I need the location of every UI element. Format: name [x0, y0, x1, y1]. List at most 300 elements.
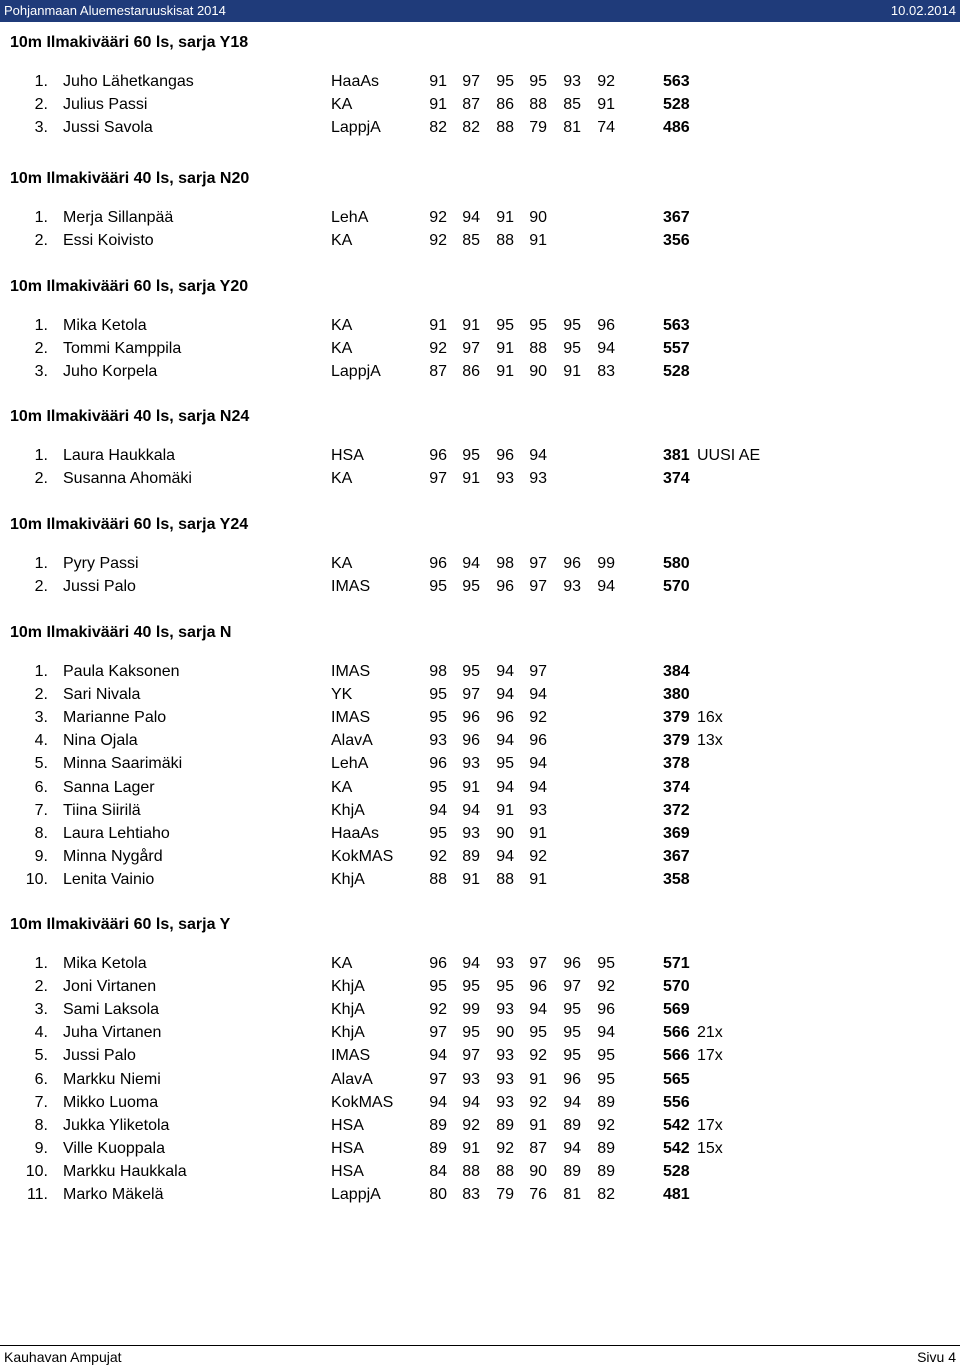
shooter-name: Tommi Kamppila [63, 340, 182, 358]
series-score: 94 [462, 555, 480, 572]
shooter-name: Pyry Passi [63, 555, 139, 572]
series-score: 97 [462, 686, 480, 704]
series-score: 92 [529, 1093, 547, 1111]
series-score: 97 [429, 1024, 447, 1042]
series-score: 90 [496, 824, 514, 842]
series-score: 91 [529, 1116, 547, 1134]
series-score: 96 [529, 978, 547, 996]
club-cell: KA [331, 555, 353, 572]
rank-cell: 4. [34, 1024, 48, 1042]
series-score: 95 [429, 709, 447, 727]
result-row [0, 871, 960, 894]
series-score: 94 [496, 732, 514, 750]
shooter-name: Juha Virtanen [63, 1024, 162, 1042]
club-cell: HaaAs [331, 824, 380, 842]
series-score: 92 [597, 73, 615, 90]
series-score: 95 [496, 755, 514, 773]
shooter-name: Sami Laksola [63, 1001, 160, 1019]
result-row [0, 1047, 960, 1070]
series-score: 85 [462, 232, 480, 250]
series-score: 88 [496, 119, 514, 137]
series-score: 92 [429, 209, 447, 226]
series-score: 81 [563, 1186, 581, 1203]
total-score: 563 [663, 73, 690, 90]
result-row [0, 755, 960, 778]
series-score: 95 [563, 1047, 581, 1065]
total-score: 358 [663, 870, 690, 888]
total-score: 367 [663, 209, 690, 226]
total-score: 556 [663, 1093, 690, 1111]
rank-cell: 9. [34, 847, 48, 865]
series-score: 92 [429, 232, 447, 250]
rank-cell: 2. [34, 686, 48, 704]
series-score: 95 [429, 978, 447, 996]
series-score: 96 [429, 755, 447, 773]
series-score: 93 [462, 824, 480, 842]
series-score: 74 [597, 119, 615, 137]
rank-cell: 2. [34, 470, 48, 488]
club-cell: KA [331, 470, 353, 488]
series-score: 92 [597, 978, 615, 996]
series-score: 91 [429, 96, 447, 114]
series-score: 96 [462, 709, 480, 727]
result-row [0, 978, 960, 1001]
series-score: 92 [496, 1139, 514, 1157]
rank-cell: 7. [34, 1093, 48, 1111]
club-cell: KA [331, 778, 353, 796]
result-row [0, 1024, 960, 1047]
shooter-name: Mika Ketola [63, 955, 147, 972]
series-score: 93 [529, 801, 547, 819]
total-score: 374 [663, 778, 690, 796]
series-score: 97 [563, 978, 581, 996]
series-score: 82 [429, 119, 447, 137]
series-score: 93 [563, 578, 581, 596]
rank-cell: 11. [26, 1186, 48, 1203]
rank-cell: 2. [34, 96, 48, 114]
result-row [0, 825, 960, 848]
club-cell: IMAS [331, 578, 371, 596]
shooter-name: Jussi Palo [63, 578, 136, 596]
rank-cell: 8. [34, 824, 48, 842]
result-row [0, 955, 960, 978]
series-score: 92 [429, 847, 447, 865]
series-score: 89 [462, 847, 480, 865]
total-score: 566 [663, 1047, 690, 1065]
series-score: 91 [462, 1139, 480, 1157]
series-score: 76 [529, 1186, 547, 1203]
series-score: 86 [496, 96, 514, 114]
shooter-name: Minna Saarimäki [63, 755, 183, 773]
section-heading: 10m Ilmakivääri 40 ls, sarja N [10, 624, 232, 641]
series-score: 99 [462, 1001, 480, 1019]
total-score: 580 [663, 555, 690, 572]
series-score: 92 [529, 847, 547, 865]
rank-cell: 5. [34, 755, 48, 773]
total-score: 569 [663, 1001, 690, 1019]
series-score: 95 [462, 978, 480, 996]
rank-cell: 2. [34, 340, 48, 358]
series-score: 82 [462, 119, 480, 137]
series-score: 79 [496, 1186, 514, 1203]
result-note: UUSI AE [697, 447, 761, 464]
shooter-name: Nina Ojala [63, 732, 138, 750]
series-score: 88 [496, 870, 514, 888]
result-row [0, 779, 960, 802]
rank-cell: 1. [34, 73, 48, 90]
club-cell: LehA [331, 755, 369, 773]
series-score: 95 [496, 73, 514, 90]
series-score: 91 [529, 1070, 547, 1088]
shooter-name: Juho Korpela [63, 363, 158, 381]
series-score: 95 [429, 778, 447, 796]
series-score: 95 [563, 1024, 581, 1042]
page-footer-bar [0, 1345, 960, 1366]
shooter-name: Marko Mäkelä [63, 1186, 164, 1203]
club-cell: KA [331, 317, 353, 334]
series-score: 91 [462, 470, 480, 488]
series-score: 90 [529, 363, 547, 381]
club-cell: IMAS [331, 663, 371, 680]
result-note: 15x [697, 1139, 723, 1157]
result-row [0, 1071, 960, 1094]
club-cell: LappjA [331, 119, 381, 137]
total-score: 542 [663, 1139, 690, 1157]
shooter-name: Sanna Lager [63, 778, 155, 796]
series-score: 94 [462, 209, 480, 226]
result-row [0, 686, 960, 709]
series-score: 91 [529, 824, 547, 842]
club-cell: LappjA [331, 1186, 381, 1203]
total-score: 528 [663, 363, 690, 381]
section-heading: 10m Ilmakivääri 40 ls, sarja N20 [10, 170, 250, 187]
series-score: 94 [563, 1139, 581, 1157]
result-row [0, 119, 960, 142]
series-score: 92 [597, 1116, 615, 1134]
club-cell: IMAS [331, 1047, 371, 1065]
result-row [0, 470, 960, 493]
series-score: 96 [563, 555, 581, 572]
series-score: 88 [429, 870, 447, 888]
series-score: 95 [462, 578, 480, 596]
series-score: 90 [529, 1162, 547, 1180]
series-score: 93 [496, 470, 514, 488]
series-score: 95 [429, 824, 447, 842]
section-heading: 10m Ilmakivääri 40 ls, sarja N24 [10, 408, 250, 425]
rank-cell: 2. [34, 978, 48, 996]
series-score: 96 [496, 578, 514, 596]
club-cell: KhjA [331, 978, 365, 996]
series-score: 94 [529, 1001, 547, 1019]
series-score: 90 [529, 209, 547, 226]
rank-cell: 8. [34, 1116, 48, 1134]
series-score: 95 [429, 686, 447, 704]
page-header-bar [0, 0, 960, 22]
club-cell: AlavA [331, 732, 373, 750]
series-score: 96 [597, 1001, 615, 1019]
total-score: 566 [663, 1024, 690, 1042]
total-score: 378 [663, 755, 690, 773]
event-title: Pohjanmaan Aluemestaruuskisat 2014 [4, 3, 226, 18]
series-score: 97 [529, 663, 547, 680]
rank-cell: 1. [34, 555, 48, 572]
shooter-name: Laura Lehtiaho [63, 824, 170, 842]
series-score: 91 [462, 778, 480, 796]
series-score: 95 [529, 73, 547, 90]
series-score: 92 [462, 1116, 480, 1134]
series-score: 94 [597, 1024, 615, 1042]
result-row [0, 1001, 960, 1024]
series-score: 95 [496, 978, 514, 996]
series-score: 95 [496, 317, 514, 334]
result-row [0, 802, 960, 825]
series-score: 82 [597, 1186, 615, 1203]
rank-cell: 5. [34, 1047, 48, 1065]
series-score: 99 [597, 555, 615, 572]
series-score: 87 [429, 363, 447, 381]
series-score: 86 [462, 363, 480, 381]
result-row [0, 1163, 960, 1186]
series-score: 93 [496, 1047, 514, 1065]
series-score: 97 [529, 578, 547, 596]
series-score: 91 [496, 363, 514, 381]
rank-cell: 3. [34, 363, 48, 381]
result-row [0, 96, 960, 119]
series-score: 94 [462, 1093, 480, 1111]
series-score: 94 [597, 340, 615, 358]
total-score: 374 [663, 470, 690, 488]
total-score: 528 [663, 96, 690, 114]
shooter-name: Jussi Savola [63, 119, 153, 137]
total-score: 542 [663, 1116, 690, 1134]
series-score: 94 [429, 1093, 447, 1111]
series-score: 83 [597, 363, 615, 381]
series-score: 89 [563, 1116, 581, 1134]
club-cell: HSA [331, 1139, 364, 1157]
club-cell: LappjA [331, 363, 381, 381]
series-score: 89 [496, 1116, 514, 1134]
club-cell: KhjA [331, 801, 365, 819]
result-row [0, 1186, 960, 1209]
total-score: 570 [663, 978, 690, 996]
result-row [0, 848, 960, 871]
series-score: 94 [496, 663, 514, 680]
shooter-name: Minna Nygård [63, 847, 163, 865]
rank-cell: 10. [25, 1162, 48, 1180]
rank-cell: 1. [34, 209, 48, 226]
series-score: 89 [429, 1139, 447, 1157]
result-row [0, 1117, 960, 1140]
series-score: 98 [429, 663, 447, 680]
total-score: 380 [663, 686, 690, 704]
rank-cell: 2. [34, 232, 48, 250]
club-cell: HSA [331, 1162, 364, 1180]
series-score: 97 [462, 73, 480, 90]
result-row [0, 732, 960, 755]
result-row [0, 447, 960, 470]
series-score: 91 [462, 317, 480, 334]
series-score: 94 [563, 1093, 581, 1111]
series-score: 91 [529, 870, 547, 888]
rank-cell: 7. [34, 801, 48, 819]
series-score: 96 [597, 317, 615, 334]
series-score: 96 [529, 732, 547, 750]
series-score: 97 [429, 470, 447, 488]
total-score: 557 [663, 340, 690, 358]
series-score: 95 [529, 317, 547, 334]
rank-cell: 9. [34, 1139, 48, 1157]
shooter-name: Tiina Siirilä [63, 801, 141, 819]
total-score: 571 [663, 955, 690, 972]
club-cell: AlavA [331, 1070, 373, 1088]
series-score: 94 [529, 755, 547, 773]
shooter-name: Markku Niemi [63, 1070, 161, 1088]
club-cell: KA [331, 340, 353, 358]
club-cell: HSA [331, 447, 364, 464]
series-score: 94 [462, 955, 480, 972]
series-score: 95 [429, 578, 447, 596]
result-note: 17x [697, 1047, 723, 1065]
series-score: 95 [563, 317, 581, 334]
result-row [0, 363, 960, 386]
series-score: 97 [529, 555, 547, 572]
rank-cell: 10. [25, 870, 48, 888]
club-cell: KokMAS [331, 1093, 394, 1111]
club-cell: IMAS [331, 709, 371, 727]
series-score: 96 [429, 555, 447, 572]
series-score: 96 [462, 732, 480, 750]
result-row [0, 1094, 960, 1117]
series-score: 87 [529, 1139, 547, 1157]
series-score: 84 [429, 1162, 447, 1180]
series-score: 85 [563, 96, 581, 114]
series-score: 91 [597, 96, 615, 114]
result-note: 17x [697, 1116, 723, 1134]
section-heading: 10m Ilmakivääri 60 ls, sarja Y20 [10, 278, 249, 295]
series-score: 94 [529, 778, 547, 796]
series-score: 80 [429, 1186, 447, 1203]
series-score: 94 [529, 686, 547, 704]
shooter-name: Joni Virtanen [63, 978, 157, 996]
club-cell: KokMAS [331, 847, 394, 865]
result-row [0, 555, 960, 578]
total-score: 372 [663, 801, 690, 819]
result-row [0, 1140, 960, 1163]
result-row [0, 209, 960, 232]
total-score: 379 [663, 709, 690, 727]
shooter-name: Mikko Luoma [63, 1093, 159, 1111]
rank-cell: 3. [34, 1001, 48, 1019]
series-score: 94 [429, 1047, 447, 1065]
series-score: 94 [597, 578, 615, 596]
shooter-name: Susanna Ahomäki [63, 470, 192, 488]
result-row [0, 340, 960, 363]
shooter-name: Julius Passi [63, 96, 148, 114]
total-score: 570 [663, 578, 690, 596]
shooter-name: Lenita Vainio [63, 870, 155, 888]
series-score: 95 [462, 447, 480, 464]
shooter-name: Sari Nivala [63, 686, 141, 704]
section-heading: 10m Ilmakivääri 60 ls, sarja Y18 [10, 34, 249, 51]
series-score: 89 [597, 1162, 615, 1180]
result-row [0, 663, 960, 686]
series-score: 96 [563, 955, 581, 972]
series-score: 87 [462, 96, 480, 114]
shooter-name: Ville Kuoppala [63, 1139, 166, 1157]
series-score: 95 [563, 340, 581, 358]
rank-cell: 3. [34, 709, 48, 727]
series-score: 93 [462, 755, 480, 773]
series-score: 94 [496, 778, 514, 796]
series-score: 93 [496, 1070, 514, 1088]
series-score: 92 [429, 340, 447, 358]
result-row [0, 232, 960, 255]
series-score: 97 [529, 955, 547, 972]
series-score: 93 [429, 732, 447, 750]
shooter-name: Essi Koivisto [63, 232, 154, 250]
rank-cell: 3. [34, 119, 48, 137]
result-row [0, 317, 960, 340]
page-number: Sivu 4 [917, 1349, 956, 1365]
result-note: 21x [697, 1024, 723, 1042]
series-score: 96 [496, 447, 514, 464]
club-cell: HSA [331, 1116, 364, 1134]
series-score: 94 [429, 801, 447, 819]
shooter-name: Paula Kaksonen [63, 663, 180, 680]
total-score: 565 [663, 1070, 690, 1088]
series-score: 94 [496, 686, 514, 704]
series-score: 93 [462, 1070, 480, 1088]
rank-cell: 6. [34, 778, 48, 796]
series-score: 91 [429, 317, 447, 334]
series-score: 89 [597, 1139, 615, 1157]
series-score: 95 [462, 663, 480, 680]
series-score: 89 [563, 1162, 581, 1180]
club-cell: KA [331, 955, 353, 972]
total-score: 486 [663, 119, 690, 137]
club-cell: KhjA [331, 1024, 365, 1042]
organizer-name: Kauhavan Ampujat [4, 1349, 122, 1365]
series-score: 95 [563, 1001, 581, 1019]
series-score: 88 [496, 1162, 514, 1180]
total-score: 528 [663, 1162, 690, 1180]
total-score: 381 [663, 447, 690, 464]
series-score: 89 [429, 1116, 447, 1134]
section-heading: 10m Ilmakivääri 60 ls, sarja Y24 [10, 516, 249, 533]
total-score: 367 [663, 847, 690, 865]
shooter-name: Jussi Palo [63, 1047, 136, 1065]
total-score: 369 [663, 824, 690, 842]
series-score: 94 [529, 447, 547, 464]
series-score: 98 [496, 555, 514, 572]
series-score: 88 [462, 1162, 480, 1180]
series-score: 88 [529, 96, 547, 114]
series-score: 91 [563, 363, 581, 381]
rank-cell: 2. [34, 578, 48, 596]
series-score: 93 [496, 1093, 514, 1111]
result-note: 13x [697, 732, 723, 750]
series-score: 95 [597, 1070, 615, 1088]
series-score: 88 [529, 340, 547, 358]
result-row [0, 73, 960, 96]
shooter-name: Merja Sillanpää [63, 209, 174, 226]
rank-cell: 6. [34, 1070, 48, 1088]
total-score: 356 [663, 232, 690, 250]
series-score: 93 [529, 470, 547, 488]
section-heading: 10m Ilmakivääri 60 ls, sarja Y [10, 916, 231, 933]
series-score: 95 [597, 1047, 615, 1065]
rank-cell: 1. [34, 447, 48, 464]
